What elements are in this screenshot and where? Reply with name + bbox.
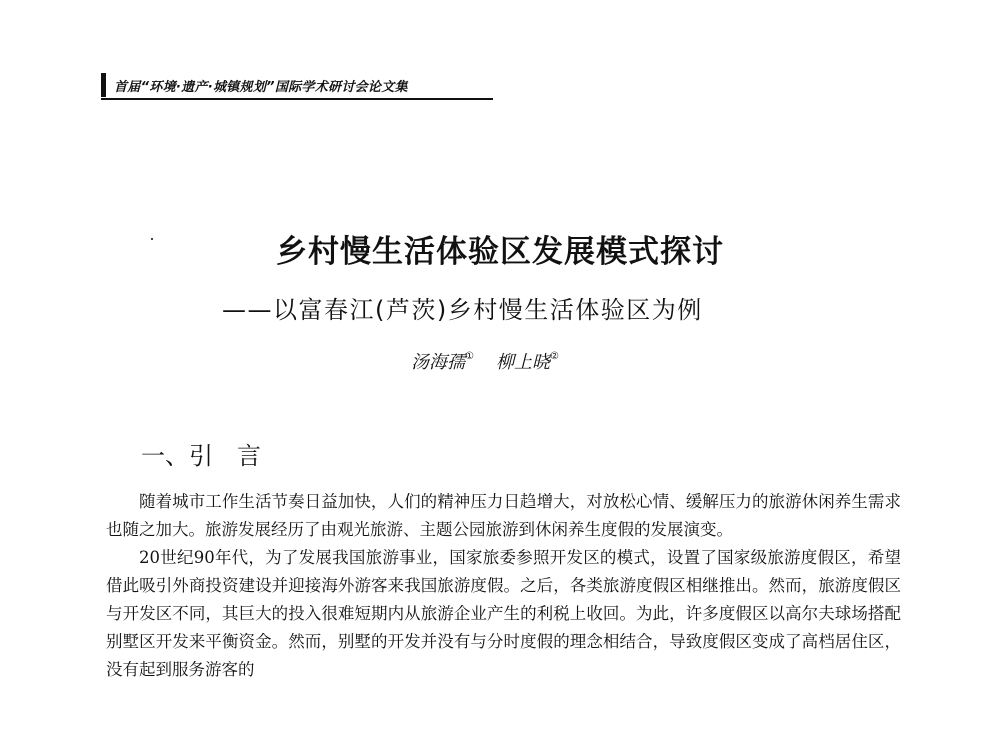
paper-subtitle: ——以富春江(芦茨)乡村慢生活体验区为例	[222, 296, 703, 324]
running-head-rule	[101, 98, 493, 100]
author-footnote-mark: ①	[465, 351, 474, 362]
author-footnote-mark: ②	[549, 351, 559, 362]
running-head	[101, 71, 493, 101]
paragraph: 20世纪90年代，为了发展我国旅游事业，国家旅委参照开发区的模式，设置了国家级旅游度假区，希望借此吸引外商投资建设并迎接海外游客来我国旅游度假。之后，各类旅游度假区相继推出。然而，旅游度假区与开发区不同，其巨大的投入很难短期内从旅游企业产生的利税上收回。为此，许多度假区以高尔夫球场搭配别墅区开发来平衡资金。然而，别墅的开发并没有与分时度假的理念相结合，导致度假区变成了高档居住区，没有起到服务游客的	[106, 548, 901, 679]
body-text	[106, 488, 901, 684]
running-head-bar	[101, 73, 106, 97]
paper-title: 乡村慢生活体验区发展模式探讨	[276, 234, 724, 270]
author-name: 柳上晓	[495, 352, 550, 373]
author-line	[411, 348, 559, 374]
section-heading: 一、引 言	[141, 442, 261, 470]
paragraph: 随着城市工作生活节奏日益加快，人们的精神压力日趋增大，对放松心情、缓解压力的旅游休闲养生需求也随之加大。旅游发展经历了由观光旅游、主题公园旅游到休闲养生度假的发展演变。	[106, 492, 901, 539]
running-head-text: 首届“环境·遗产·城镇规划”国际学术研讨会论文集	[114, 80, 408, 95]
author-name: 汤海孺	[411, 352, 465, 373]
